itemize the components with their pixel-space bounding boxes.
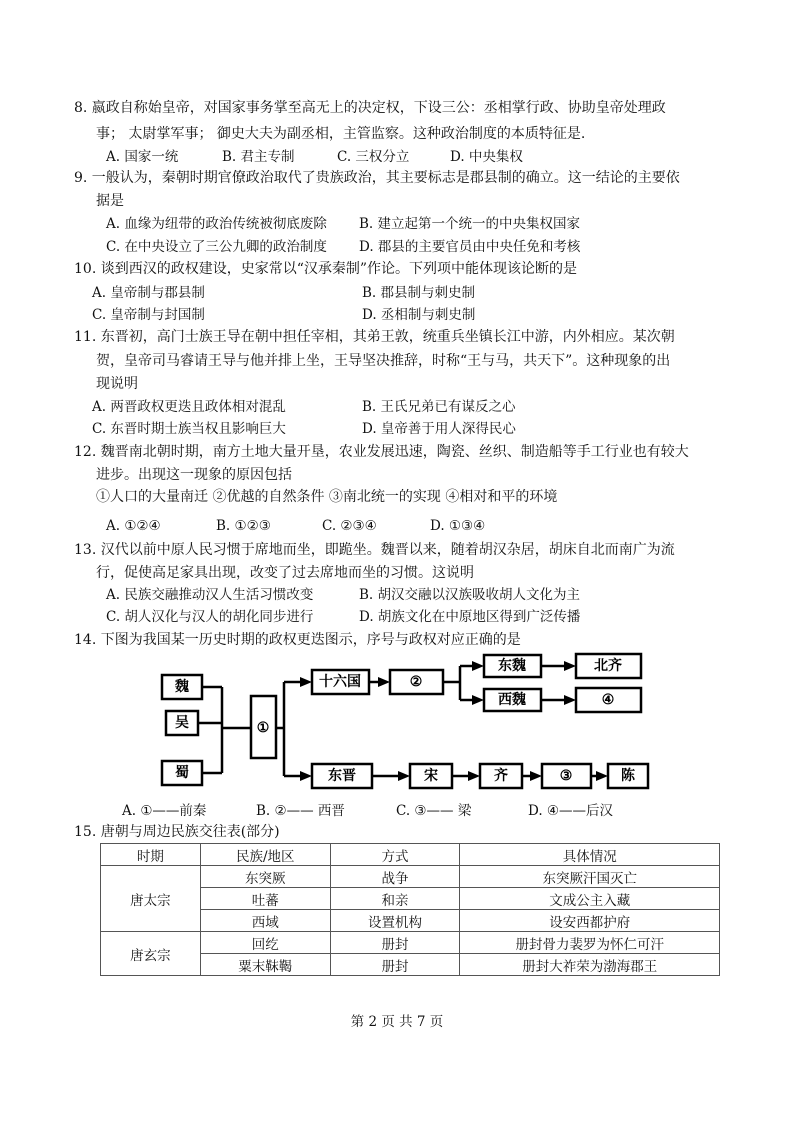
q9-option-d: D. 郡县的主要官员由中央任免和考核: [359, 239, 581, 255]
q8-stem-line1: 8. 嬴政自称始皇帝，对国家事务掌至高无上的决定权，下设三公：丞相掌行政、协助皇帝处理政: [74, 100, 666, 116]
q11-stem-line1: 11. 东晋初，高门士族王导在朝中担任宰相，其弟王敦，统重兵坐镇长江中游，内外相应。某次朝: [74, 329, 675, 345]
svg-text:陈: 陈: [621, 768, 635, 784]
arrow-to-n2: [378, 677, 390, 687]
arrow-to-n3: [530, 771, 542, 781]
table-cell: 吐蕃: [200, 888, 330, 910]
q11-option-d: D. 皇帝善于用人深得民心: [362, 421, 516, 437]
svg-text:东晋: 东晋: [328, 768, 356, 784]
table-cell: 粟末靺鞨: [200, 954, 330, 976]
period-cell: 唐太宗: [101, 866, 201, 932]
svg-text:②: ②: [409, 674, 423, 690]
box-chen: [608, 764, 648, 788]
arrow-to-qi: [468, 771, 480, 781]
q12-option-c: C. ②③④: [322, 518, 377, 534]
q9-stem-line2: 据是: [96, 193, 124, 209]
q8-option-a: A. 国家一统: [106, 149, 179, 165]
table-cell: 东突厥: [200, 866, 330, 888]
arrow-to-n4: [564, 695, 576, 705]
header-details: 具体情况: [460, 844, 720, 866]
table-row: [101, 866, 720, 888]
regime-succession-diagram: [150, 650, 660, 800]
arrow-to-beiqi: [564, 661, 576, 671]
table-cell: 文成公主入藏: [460, 888, 720, 910]
box-dongjin: [312, 764, 372, 788]
q8-option-d: D. 中央集权: [450, 149, 523, 165]
box-shu: [162, 761, 202, 785]
box-n1: [251, 696, 276, 758]
q10-option-d: D. 丞相制与刺史制: [362, 307, 476, 323]
q14-option-c: C. ③—— 梁: [396, 803, 472, 819]
q12-option-d: D. ①③④: [430, 518, 486, 534]
box-shiliuguo: [312, 670, 369, 694]
svg-text:吴: 吴: [175, 715, 189, 731]
q11-stem-line2: 贺，皇帝司马睿请王导与他并排上坐，王导坚决推辞，时称“王与马，共天下”。这种现象的出: [96, 353, 671, 369]
q8-stem-line2: 事； 太尉掌军事； 御史大夫为副丞相，主管监察。这种政治制度的本质特征是.: [96, 126, 586, 142]
q12-stem-line3: ①人口的大量南迁 ②优越的自然条件 ③南北统一的实现 ④相对和平的环境: [96, 489, 558, 505]
table-cell: 设安西都护府: [460, 910, 720, 932]
table-cell: 册封: [330, 932, 460, 954]
q12-stem-line1: 12. 魏晋南北朝时期，南方土地大量开垦，农业发展迅速，陶瓷、丝织、制造船等手工行业也有较大: [74, 444, 689, 460]
table-cell: 西域: [200, 910, 330, 932]
q12-stem-line2: 进步。出现这一现象的原因包括: [96, 467, 292, 483]
q14-stem: 14. 下图为我国某一历史时期的政权更迭图示，序号与政权对应正确的是: [74, 632, 521, 648]
table-cell: 和亲: [330, 888, 460, 910]
three-kingdoms-bracket: [198, 687, 251, 773]
svg-text:东魏: 东魏: [498, 658, 526, 674]
table-cell: 册封骨力裴罗为怀仁可汗: [460, 932, 720, 954]
q11-option-a: A. 两晋政权更迭且政体相对混乱: [92, 399, 286, 415]
svg-text:西魏: 西魏: [498, 692, 526, 708]
q13-option-a: A. 民族交融推动汉人生活习惯改变: [106, 587, 314, 603]
svg-text:④: ④: [601, 692, 615, 708]
q9-option-c: C. 在中央设立了三公九卿的政治制度: [106, 239, 327, 255]
box-n3: [542, 764, 591, 788]
q8-option-b: B. 君主专制: [222, 149, 295, 165]
header-ethnic-region: 民族/地区: [200, 844, 330, 866]
arrow-to-shiliuguo: [300, 677, 312, 687]
q10-option-a: A. 皇帝制与郡县制: [92, 285, 205, 301]
q12-option-a: A. ①②④: [106, 518, 161, 534]
q9-stem-line1: 9. 一般认为，秦朝时期官僚政治取代了贵族政治，其主要标志是郡县制的确立。这一结论的主要依: [74, 170, 680, 186]
q13-option-c: C. 胡人汉化与汉人的胡化同步进行: [106, 609, 314, 625]
svg-text:蜀: 蜀: [175, 765, 189, 781]
arrow-to-dongjin: [300, 771, 312, 781]
arrow-to-xiwei: [472, 695, 484, 705]
q13-option-b: B. 胡汉交融以汉族吸收胡人文化为主: [359, 587, 581, 603]
svg-text:十六国: 十六国: [319, 674, 361, 690]
q9-option-a: A. 血缘为纽带的政治传统被彻底废除: [106, 216, 327, 232]
svg-text:③: ③: [559, 768, 573, 784]
arrow-to-dongwei: [472, 661, 484, 671]
box-n2: [390, 670, 443, 694]
box-beiqi: [576, 654, 641, 678]
period-cell: 唐玄宗: [101, 932, 201, 976]
q8-option-c: C. 三权分立: [337, 149, 410, 165]
q11-option-b: B. 王氏兄弟已有谋反之心: [362, 399, 516, 415]
box-wu: [166, 711, 198, 735]
table-cell: 东突厥汗国灭亡: [460, 866, 720, 888]
svg-text:北齐: 北齐: [594, 658, 622, 674]
q9-option-b: B. 建立起第一个统一的中央集权国家: [359, 216, 581, 232]
svg-text:魏: 魏: [175, 679, 189, 695]
svg-text:齐: 齐: [494, 768, 508, 784]
table-header-row: [101, 844, 720, 866]
q10-option-c: C. 皇帝制与封国制: [92, 307, 205, 323]
q13-stem-line1: 13. 汉代以前中原人民习惯于席地而坐，即跪坐。魏晋以来，随着胡汉杂居，胡床自北而南广为流: [74, 542, 675, 558]
q14-option-d: D. ④——后汉: [528, 803, 614, 819]
q11-stem-line3: 现说明: [96, 376, 138, 392]
table-cell: 战争: [330, 866, 460, 888]
arrow-to-chen: [596, 771, 608, 781]
q13-stem-line2: 行，促使高足家具出现，改变了过去席地而坐的习惯。这说明: [96, 565, 474, 581]
table-cell: 册封: [330, 954, 460, 976]
box-song: [410, 764, 452, 788]
box-dongwei: [484, 655, 541, 677]
table-cell: 设置机构: [330, 910, 460, 932]
q15-stem: 15. 唐朝与周边民族交往表(部分): [74, 824, 280, 840]
tang-relations-table: [100, 843, 720, 976]
q10-stem: 10. 谈到西汉的政权建设，史家常以“汉承秦制”作论。下列项中能体现该论断的是: [74, 261, 578, 277]
header-method: 方式: [330, 844, 460, 866]
q14-option-b: B. ②—— 西晋: [256, 803, 345, 819]
table-row: [101, 932, 720, 954]
header-period: 时期: [101, 844, 201, 866]
svg-text:①: ①: [256, 720, 270, 736]
q10-option-b: B. 郡县制与刺史制: [362, 285, 476, 301]
svg-text:宋: 宋: [424, 768, 438, 784]
table-cell: 回纥: [200, 932, 330, 954]
box-xiwei: [484, 689, 541, 711]
q14-option-a: A. ①——前秦: [122, 803, 207, 819]
arrow-to-song: [398, 771, 410, 781]
q13-option-d: D. 胡族文化在中原地区得到广泛传播: [359, 609, 581, 625]
box-n4: [576, 688, 641, 712]
box-qi: [480, 764, 522, 788]
wei-split-line: [443, 666, 460, 700]
table-cell: 册封大祚荣为渤海郡王: [460, 954, 720, 976]
q11-option-c: C. 东晋时期士族当权且影响巨大: [92, 421, 286, 437]
q12-option-b: B. ①②③: [216, 518, 271, 534]
box-wei: [162, 675, 202, 699]
page-footer: 第 2 页 共 7 页: [350, 1014, 444, 1030]
